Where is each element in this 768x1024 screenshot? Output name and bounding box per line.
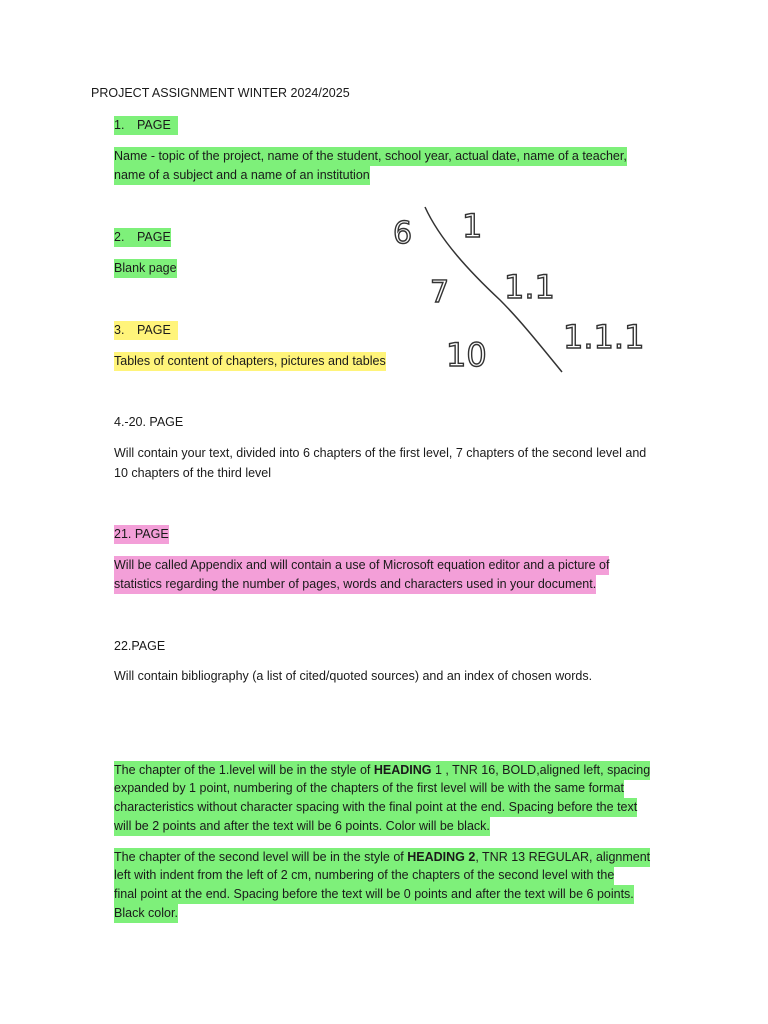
section-4-20-text-line-2: 10 chapters of the third level bbox=[114, 466, 272, 480]
handwritten-1-1: 1.1 bbox=[504, 268, 555, 306]
section-3-text-line-1: Tables of content of chapters, pictures and tables bbox=[114, 352, 386, 371]
style-rule-2-line-4: Black color. bbox=[114, 904, 178, 923]
section-21-heading: 21. PAGE bbox=[114, 525, 169, 544]
style-rule-1-pre: The chapter of the 1.level will be in the style of bbox=[114, 763, 374, 777]
style-rule-1-line-2: expanded by 1 point, numbering of the chapters of the first level will be with the same format bbox=[114, 779, 624, 798]
section-21-text-line-1: Will be called Appendix and will contain a use of Microsoft equation editor and a picture of bbox=[114, 556, 609, 575]
section-22-text-line-1: Will contain bibliography (a list of cited/quoted sources) and an index of chosen words. bbox=[114, 669, 593, 683]
style-rule-2-line-3: final point at the end. Spacing before the text will be 0 points and after the text will be 6 points. bbox=[114, 885, 634, 904]
section-3-number: 3. bbox=[114, 323, 125, 337]
style-rule-2-bold: HEADING 2 bbox=[407, 850, 476, 864]
style-rule-2-pre: The chapter of the second level will be in the style of bbox=[114, 850, 408, 864]
style-rule-2-post: , TNR 13 REGULAR, alignment bbox=[475, 850, 651, 864]
section-1-text-line-2: name of a subject and a name of an institution bbox=[114, 166, 370, 185]
handwritten-1-1-1: 1.1.1 bbox=[563, 318, 645, 356]
section-3-label: PAGE bbox=[137, 323, 171, 337]
section-1-number: 1. bbox=[114, 118, 125, 132]
section-21-text-line-2: statistics regarding the number of pages, words and characters used in your document. bbox=[114, 575, 596, 594]
section-1-label: PAGE bbox=[137, 118, 171, 132]
handwritten-6: 6 bbox=[393, 216, 413, 251]
section-2-label: PAGE bbox=[137, 230, 171, 244]
section-4-20-heading: 4.-20. PAGE bbox=[114, 415, 184, 429]
section-2-number: 2. bbox=[114, 230, 125, 244]
handwritten-7: 7 bbox=[430, 275, 450, 310]
document-title: PROJECT ASSIGNMENT WINTER 2024/2025 bbox=[91, 86, 350, 100]
style-rule-2-line-2: left with indent from the left of 2 cm, numbering of the chapters of the second level with the bbox=[114, 866, 614, 885]
section-2-text-line-1: Blank page bbox=[114, 259, 177, 278]
handwritten-1: 1 bbox=[462, 207, 483, 245]
style-rule-1-line-3: characteristics without character spacing with the final point at the end. Spacing before the text bbox=[114, 798, 637, 817]
style-rule-1-line-4: will be 2 points and after the text will be 6 points. Color will be black. bbox=[114, 817, 490, 836]
handwritten-10: 10 bbox=[446, 336, 487, 374]
section-4-20-text-line-1: Will contain your text, divided into 6 chapters of the first level, 7 chapters of the second level and bbox=[114, 446, 647, 460]
style-rule-1-post: 1 , TNR 16, BOLD,aligned left, spacing bbox=[431, 763, 651, 777]
style-rule-1-bold: HEADING bbox=[373, 763, 432, 777]
section-22-heading: 22.PAGE bbox=[114, 639, 166, 653]
section-1-text-line-1: Name - topic of the project, name of the student, school year, actual date, name of a teacher, bbox=[114, 147, 627, 166]
